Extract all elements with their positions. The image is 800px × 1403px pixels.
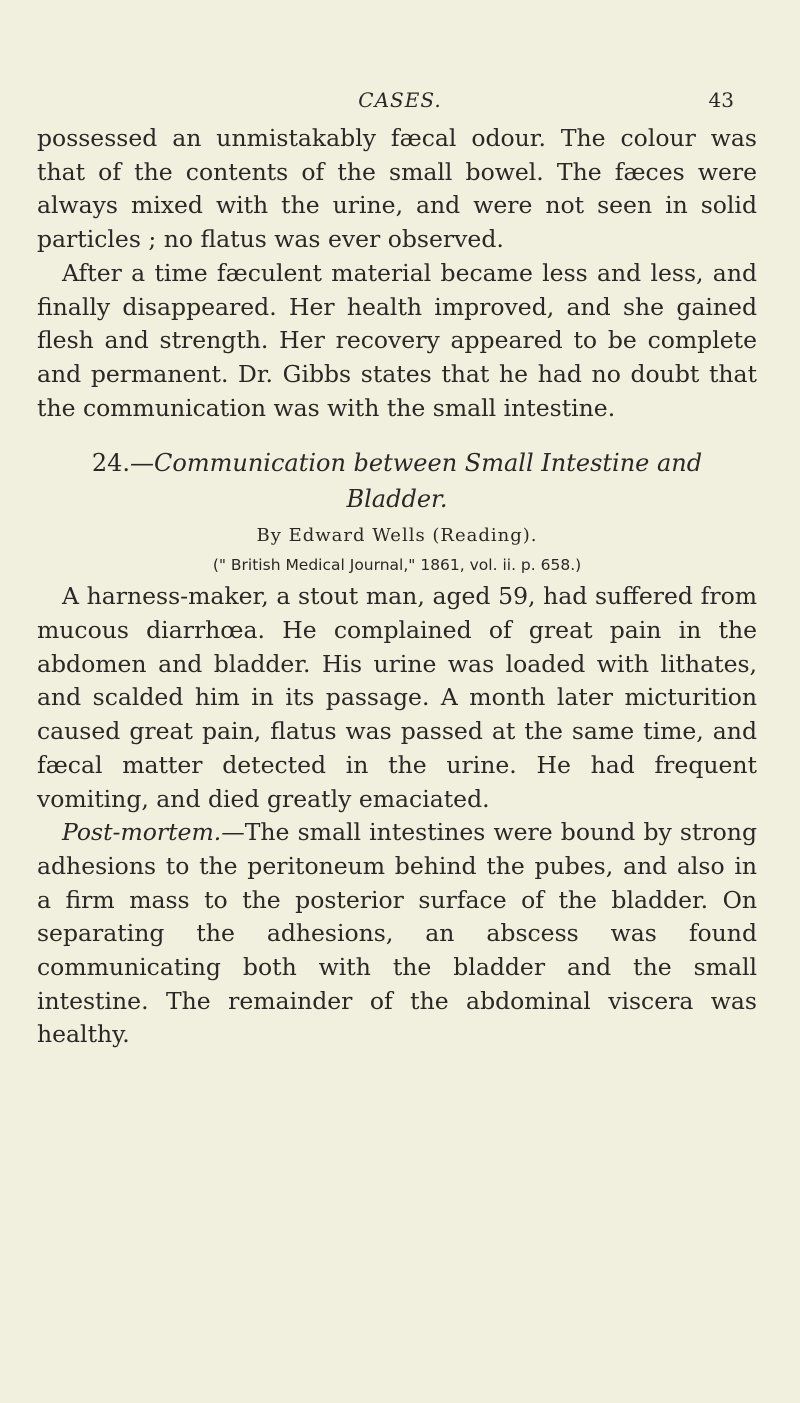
case-title: —Communication between Small Intestine and Bladder. — [130, 449, 703, 514]
postmortem-label: Post-mortem. — [62, 818, 222, 847]
postmortem-text: —The small intestines were bound by strong adhesions to the peritoneum behind the pubes, and also in a firm mass to the posterior surface of the bladder. On separating the adhesions, an abscess was found communicating both with the bladder and the small intestine. The remainder of the abdominal viscera was healthy. — [37, 818, 757, 1049]
page-header — [0, 88, 800, 118]
page-body — [37, 122, 757, 1052]
case-body — [37, 580, 757, 1052]
case-history-paragraph: A harness-maker, a stout man, aged 59, had suffered from mucous diarrhœa. He complained of great pain in the abdomen and bladder. His urine was loaded with lithates, and scalded him in its passage. A month later micturition caused great pain, flatus was passed at the same time, and fæcal matter detected in the urine. He had frequent vomiting, and died greatly emaciated. — [37, 582, 757, 813]
case-byline: By Edward Wells (Reading). — [256, 525, 538, 547]
case-citation: (" British Medical Journal," 1861, vol. ii. p. 658.) — [212, 556, 582, 575]
page-number: 43 — [708, 88, 734, 112]
case-heading — [37, 445, 757, 517]
case-number: 24. — [91, 449, 131, 478]
continuation-paragraph: possessed an unmistakably fæcal odour. The colour was that of the contents of the small bowel. The fæces were always mixed with the urine, and were not seen in solid particles ; no flatus was ever observed. — [37, 124, 757, 254]
running-title: CASES. — [358, 88, 442, 112]
recovery-paragraph: After a time fæculent material became less and less, and finally disappeared. Her health improved, and she gained flesh and strength. Her recovery appeared to be complete and permanent. Dr. Gibbs states that he had no doubt that the communication was with the small intestine. — [37, 258, 757, 422]
postmortem-paragraph — [37, 816, 757, 1052]
